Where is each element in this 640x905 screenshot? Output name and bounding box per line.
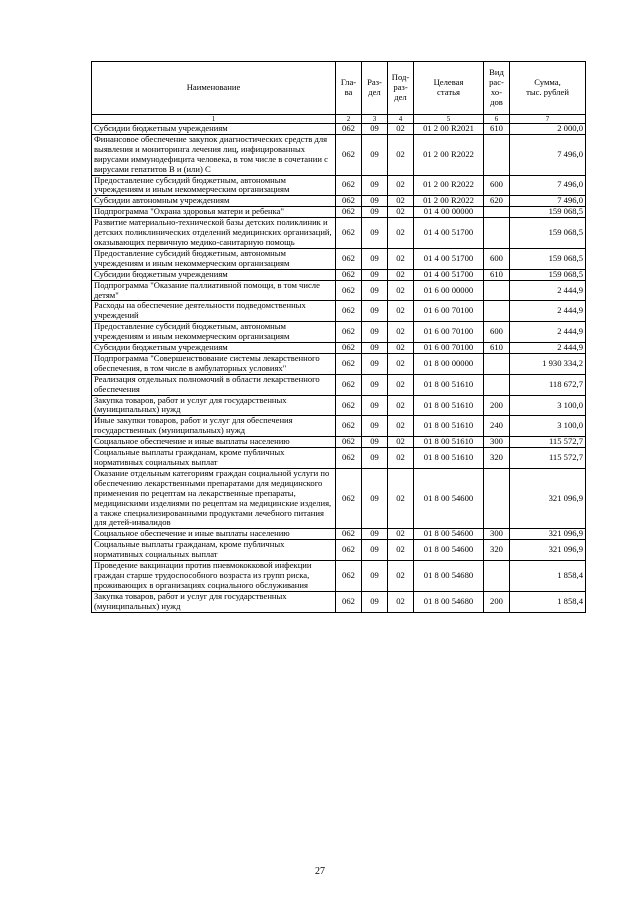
row-section-cell: 09	[362, 322, 388, 343]
row-section-cell: 09	[362, 218, 388, 249]
row-chapter-cell: 062	[336, 269, 362, 280]
header-subsection: Под- раз- дел	[388, 62, 414, 115]
row-expense-type-cell	[484, 218, 510, 249]
row-amount-cell: 3 100,0	[510, 416, 586, 437]
row-target-item-cell: 01 6 00 00000	[414, 280, 484, 301]
row-amount-cell: 7 496,0	[510, 134, 586, 175]
row-chapter-cell: 062	[336, 343, 362, 354]
row-section-cell: 09	[362, 395, 388, 416]
row-subsection-cell: 02	[388, 269, 414, 280]
row-chapter-cell: 062	[336, 207, 362, 218]
row-chapter-cell: 062	[336, 374, 362, 395]
row-subsection-cell: 02	[388, 468, 414, 528]
row-name-cell: Развитие материально-технической базы детских поликлиник и детских поликлинических отделений медицинских организаций, оказывающих первичную медико-санитарную помощь	[92, 218, 336, 249]
row-chapter-cell: 062	[336, 248, 362, 269]
row-expense-type-cell	[484, 561, 510, 592]
row-section-cell: 09	[362, 416, 388, 437]
row-section-cell: 09	[362, 269, 388, 280]
row-target-item-cell: 01 8 00 54600	[414, 540, 484, 561]
header-section: Раз- дел	[362, 62, 388, 115]
row-section-cell: 09	[362, 437, 388, 448]
row-amount-cell: 159 068,5	[510, 248, 586, 269]
row-chapter-cell: 062	[336, 448, 362, 469]
row-amount-cell: 118 672,7	[510, 374, 586, 395]
row-amount-cell: 115 572,7	[510, 448, 586, 469]
table-row	[92, 175, 586, 196]
table-row	[92, 591, 586, 612]
table-row	[92, 468, 586, 528]
row-subsection-cell: 02	[388, 218, 414, 249]
row-chapter-cell: 062	[336, 540, 362, 561]
page-number: 27	[315, 866, 325, 877]
row-expense-type-cell	[484, 134, 510, 175]
row-target-item-cell: 01 8 00 54600	[414, 468, 484, 528]
row-amount-cell: 1 858,4	[510, 561, 586, 592]
row-name-cell: Предоставление субсидий бюджетным, автономным учреждениям и иным некоммерческим организациям	[92, 175, 336, 196]
header-expense-type: Вид рас- хо- дов	[484, 62, 510, 115]
row-chapter-cell: 062	[336, 124, 362, 135]
row-name-cell: Социальное обеспечение и иные выплаты населению	[92, 437, 336, 448]
row-name-cell: Оказание отдельным категориям граждан социальной услуги по обеспечению лекарственными препаратами для медицинского применения по рецептам на лекарственные препараты, медицинскими изделиями по рецептам на медицинские изделия, а также специализированными продуктами лечебного питания для детей-инвалидов	[92, 468, 336, 528]
row-amount-cell: 3 100,0	[510, 395, 586, 416]
row-chapter-cell: 062	[336, 175, 362, 196]
row-subsection-cell: 02	[388, 395, 414, 416]
row-name-cell: Расходы на обеспечение деятельности подведомственных учреждений	[92, 301, 336, 322]
row-section-cell: 09	[362, 448, 388, 469]
table-body	[92, 124, 586, 613]
row-name-cell: Социальные выплаты гражданам, кроме публичных нормативных социальных выплат	[92, 540, 336, 561]
row-chapter-cell: 062	[336, 529, 362, 540]
row-expense-type-cell	[484, 374, 510, 395]
row-target-item-cell: 01 2 00 R2021	[414, 124, 484, 135]
row-amount-cell: 2 444,9	[510, 301, 586, 322]
table-row	[92, 196, 586, 207]
row-target-item-cell: 01 8 00 51610	[414, 437, 484, 448]
row-subsection-cell: 02	[388, 353, 414, 374]
row-target-item-cell: 01 8 00 00000	[414, 353, 484, 374]
header-amount: Сумма, тыс. рублей	[510, 62, 586, 115]
row-subsection-cell: 02	[388, 416, 414, 437]
row-target-item-cell: 01 8 00 54680	[414, 561, 484, 592]
row-subsection-cell: 02	[388, 175, 414, 196]
row-section-cell: 09	[362, 248, 388, 269]
row-section-cell: 09	[362, 374, 388, 395]
row-name-cell: Подпрограмма "Оказание паллиативной помощи, в том числе детям"	[92, 280, 336, 301]
row-subsection-cell: 02	[388, 134, 414, 175]
row-amount-cell: 321 096,9	[510, 468, 586, 528]
table-row	[92, 437, 586, 448]
table-row	[92, 540, 586, 561]
row-amount-cell: 7 496,0	[510, 175, 586, 196]
row-expense-type-cell: 200	[484, 591, 510, 612]
row-name-cell: Реализация отдельных полномочий в области лекарственного обеспечения	[92, 374, 336, 395]
row-amount-cell: 159 068,5	[510, 269, 586, 280]
row-expense-type-cell: 300	[484, 437, 510, 448]
column-number: 4	[388, 115, 414, 124]
row-section-cell: 09	[362, 280, 388, 301]
table-header-row	[92, 62, 586, 115]
row-subsection-cell: 02	[388, 529, 414, 540]
row-expense-type-cell	[484, 207, 510, 218]
column-number: 5	[414, 115, 484, 124]
table-row	[92, 322, 586, 343]
row-name-cell: Предоставление субсидий бюджетным, автономным учреждениям и иным некоммерческим организациям	[92, 322, 336, 343]
row-subsection-cell: 02	[388, 124, 414, 135]
row-target-item-cell: 01 8 00 51610	[414, 374, 484, 395]
row-name-cell: Субсидии бюджетным учреждениям	[92, 269, 336, 280]
table-row	[92, 280, 586, 301]
table-row	[92, 134, 586, 175]
row-section-cell: 09	[362, 301, 388, 322]
table-row	[92, 301, 586, 322]
table-row	[92, 529, 586, 540]
row-section-cell: 09	[362, 561, 388, 592]
row-target-item-cell: 01 2 00 R2022	[414, 196, 484, 207]
row-subsection-cell: 02	[388, 343, 414, 354]
row-chapter-cell: 062	[336, 196, 362, 207]
row-target-item-cell: 01 8 00 51610	[414, 395, 484, 416]
row-name-cell: Социальное обеспечение и иные выплаты населению	[92, 529, 336, 540]
row-amount-cell: 159 068,5	[510, 207, 586, 218]
row-expense-type-cell: 610	[484, 343, 510, 354]
row-section-cell: 09	[362, 353, 388, 374]
row-target-item-cell: 01 6 00 70100	[414, 343, 484, 354]
table-row	[92, 218, 586, 249]
row-amount-cell: 115 572,7	[510, 437, 586, 448]
table-row	[92, 124, 586, 135]
row-expense-type-cell: 600	[484, 248, 510, 269]
row-amount-cell: 321 096,9	[510, 540, 586, 561]
table-row	[92, 353, 586, 374]
row-target-item-cell: 01 4 00 51700	[414, 218, 484, 249]
row-name-cell: Субсидии бюджетным учреждениям	[92, 343, 336, 354]
header-name: Наименование	[92, 62, 336, 115]
row-subsection-cell: 02	[388, 374, 414, 395]
column-number: 2	[336, 115, 362, 124]
row-name-cell: Субсидии автономным учреждениям	[92, 196, 336, 207]
row-subsection-cell: 02	[388, 437, 414, 448]
row-target-item-cell: 01 4 00 51700	[414, 269, 484, 280]
row-subsection-cell: 02	[388, 322, 414, 343]
row-amount-cell: 159 068,5	[510, 218, 586, 249]
row-section-cell: 09	[362, 540, 388, 561]
row-subsection-cell: 02	[388, 301, 414, 322]
row-subsection-cell: 02	[388, 540, 414, 561]
row-expense-type-cell	[484, 468, 510, 528]
row-expense-type-cell: 620	[484, 196, 510, 207]
row-chapter-cell: 062	[336, 437, 362, 448]
row-target-item-cell: 01 4 00 00000	[414, 207, 484, 218]
row-target-item-cell: 01 6 00 70100	[414, 322, 484, 343]
row-expense-type-cell: 610	[484, 269, 510, 280]
row-amount-cell: 2 444,9	[510, 343, 586, 354]
row-section-cell: 09	[362, 343, 388, 354]
row-target-item-cell: 01 8 00 51610	[414, 416, 484, 437]
row-expense-type-cell	[484, 301, 510, 322]
row-name-cell: Подпрограмма "Совершенствование системы лекарственного обеспечения, в том числе в амбулаторных условиях"	[92, 353, 336, 374]
row-target-item-cell: 01 6 00 70100	[414, 301, 484, 322]
row-expense-type-cell: 600	[484, 322, 510, 343]
row-target-item-cell: 01 2 00 R2022	[414, 175, 484, 196]
row-chapter-cell: 062	[336, 218, 362, 249]
row-chapter-cell: 062	[336, 134, 362, 175]
row-amount-cell: 2 444,9	[510, 322, 586, 343]
row-amount-cell: 1 930 334,2	[510, 353, 586, 374]
budget-table	[91, 61, 586, 613]
row-amount-cell: 7 496,0	[510, 196, 586, 207]
row-name-cell: Проведение вакцинации против пневмококковой инфекции граждан старше трудоспособного возраста из групп риска, проживающих в организациях социального обслуживания	[92, 561, 336, 592]
row-expense-type-cell: 600	[484, 175, 510, 196]
row-target-item-cell: 01 4 00 51700	[414, 248, 484, 269]
table-row	[92, 395, 586, 416]
row-expense-type-cell: 300	[484, 529, 510, 540]
row-subsection-cell: 02	[388, 448, 414, 469]
row-name-cell: Субсидии бюджетным учреждениям	[92, 124, 336, 135]
row-chapter-cell: 062	[336, 353, 362, 374]
row-chapter-cell: 062	[336, 280, 362, 301]
row-name-cell: Закупка товаров, работ и услуг для государственных (муниципальных) нужд	[92, 591, 336, 612]
table-row	[92, 416, 586, 437]
row-section-cell: 09	[362, 196, 388, 207]
table-row	[92, 448, 586, 469]
row-expense-type-cell	[484, 353, 510, 374]
row-name-cell: Социальные выплаты гражданам, кроме публичных нормативных социальных выплат	[92, 448, 336, 469]
row-section-cell: 09	[362, 124, 388, 135]
row-expense-type-cell: 320	[484, 540, 510, 561]
row-name-cell: Закупка товаров, работ и услуг для государственных (муниципальных) нужд	[92, 395, 336, 416]
column-number: 6	[484, 115, 510, 124]
row-amount-cell: 321 096,9	[510, 529, 586, 540]
row-target-item-cell: 01 8 00 54600	[414, 529, 484, 540]
table-row	[92, 248, 586, 269]
table-row	[92, 269, 586, 280]
row-subsection-cell: 02	[388, 207, 414, 218]
table-row	[92, 343, 586, 354]
row-amount-cell: 1 858,4	[510, 591, 586, 612]
table-row	[92, 561, 586, 592]
row-chapter-cell: 062	[336, 395, 362, 416]
row-chapter-cell: 062	[336, 561, 362, 592]
header-target-item: Целевая статья	[414, 62, 484, 115]
row-expense-type-cell: 240	[484, 416, 510, 437]
row-section-cell: 09	[362, 207, 388, 218]
row-expense-type-cell: 200	[484, 395, 510, 416]
row-subsection-cell: 02	[388, 561, 414, 592]
row-section-cell: 09	[362, 468, 388, 528]
row-section-cell: 09	[362, 134, 388, 175]
row-subsection-cell: 02	[388, 280, 414, 301]
row-section-cell: 09	[362, 591, 388, 612]
row-expense-type-cell: 610	[484, 124, 510, 135]
row-section-cell: 09	[362, 175, 388, 196]
column-number: 3	[362, 115, 388, 124]
row-chapter-cell: 062	[336, 416, 362, 437]
row-target-item-cell: 01 8 00 54680	[414, 591, 484, 612]
row-target-item-cell: 01 2 00 R2022	[414, 134, 484, 175]
row-name-cell: Иные закупки товаров, работ и услуг для обеспечения государственных (муниципальных) нужд	[92, 416, 336, 437]
row-amount-cell: 2 444,9	[510, 280, 586, 301]
row-name-cell: Подпрограмма "Охрана здоровья матери и ребенка"	[92, 207, 336, 218]
column-number: 7	[510, 115, 586, 124]
row-expense-type-cell: 320	[484, 448, 510, 469]
row-name-cell: Финансовое обеспечение закупок диагностических средств для выявления и мониторинга лечения лиц, инфицированных вирусами иммунодефицита человека, в том числе в сочетании с вирусами гепатитов B и (или) C	[92, 134, 336, 175]
table-row	[92, 374, 586, 395]
row-chapter-cell: 062	[336, 591, 362, 612]
column-number: 1	[92, 115, 336, 124]
row-section-cell: 09	[362, 529, 388, 540]
row-chapter-cell: 062	[336, 468, 362, 528]
row-subsection-cell: 02	[388, 196, 414, 207]
row-name-cell: Предоставление субсидий бюджетным, автономным учреждениям и иным некоммерческим организациям	[92, 248, 336, 269]
row-subsection-cell: 02	[388, 248, 414, 269]
row-amount-cell: 2 000,0	[510, 124, 586, 135]
header-chapter: Гла- ва	[336, 62, 362, 115]
row-subsection-cell: 02	[388, 591, 414, 612]
row-expense-type-cell	[484, 280, 510, 301]
row-chapter-cell: 062	[336, 322, 362, 343]
row-chapter-cell: 062	[336, 301, 362, 322]
row-target-item-cell: 01 8 00 51610	[414, 448, 484, 469]
table-row	[92, 207, 586, 218]
